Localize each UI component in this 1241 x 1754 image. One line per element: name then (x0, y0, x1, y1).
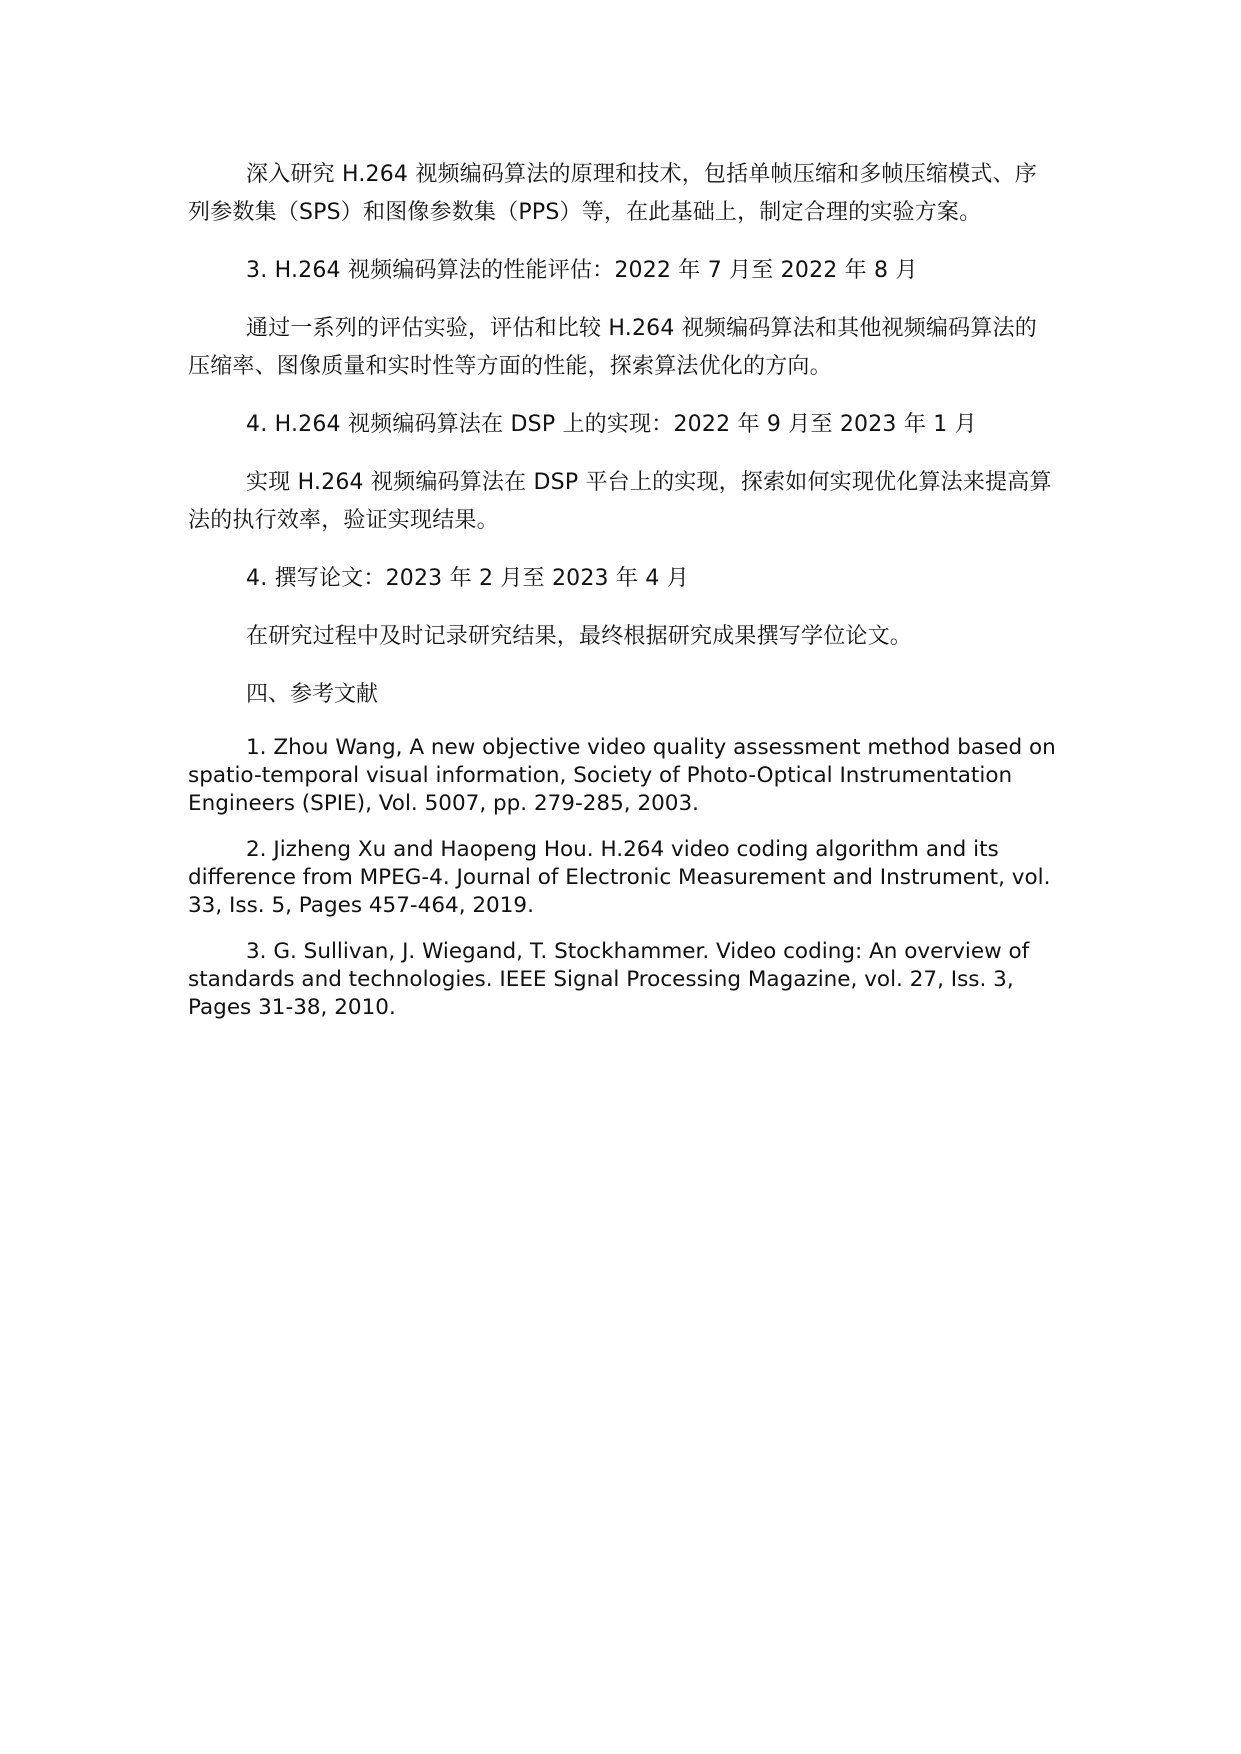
document-page (188, 156, 1058, 1040)
paragraph-performance-evaluation: 通过一系列的评估实验，评估和比较 H.264 视频编码算法和其他视频编码算法的压缩率、图像质量和实时性等方面的性能，探索算法优化的方向。 (188, 316, 1037, 379)
paragraph-dsp-implementation: 实现 H.264 视频编码算法在 DSP 平台上的实现，探索如何实现优化算法来提高算法的执行效率，验证实现结果。 (188, 470, 1052, 533)
references-heading: 四、参考文献 (246, 682, 379, 707)
paragraph-stage-4-title: 4. H.264 视频编码算法在 DSP 上的实现：2022 年 9 月至 2023 年 1 月 (246, 412, 977, 437)
reference-item: 2. Jizheng Xu and Haopeng Hou. H.264 video coding algorithm and its difference from MPEG-4. Journal of Electronic Measurement and Instrument, vol. 33, Iss. 5, Pages 457-464, 2019. (188, 837, 1051, 918)
reference-item: 1. Zhou Wang, A new objective video quality assessment method based on spatio-temporal visual information, Society of Photo-Optical Instrumentation Engineers (SPIE), Vol. 5007, pp. 279-285, 2003. (188, 735, 1056, 816)
paragraph-thesis-writing-title: 4. 撰写论文：2023 年 2 月至 2023 年 4 月 (246, 566, 689, 591)
reference-item: 3. G. Sullivan, J. Wiegand, T. Stockhammer. Video coding: An overview of standards and technologies. IEEE Signal Processing Magazine, vol. 27, Iss. 3, Pages 31-38, 2010. (188, 939, 1030, 1020)
paragraph-record-results: 在研究过程中及时记录研究结果，最终根据研究成果撰写学位论文。 (246, 624, 913, 649)
paragraph-stage-3-title: 3. H.264 视频编码算法的性能评估：2022 年 7 月至 2022 年 8 月 (246, 258, 918, 283)
paragraph-research-principles: 深入研究 H.264 视频编码算法的原理和技术，包括单帧压缩和多帧压缩模式、序列参数集（SPS）和图像参数集（PPS）等，在此基础上，制定合理的实验方案。 (188, 162, 1037, 225)
references-list (188, 734, 1058, 1022)
